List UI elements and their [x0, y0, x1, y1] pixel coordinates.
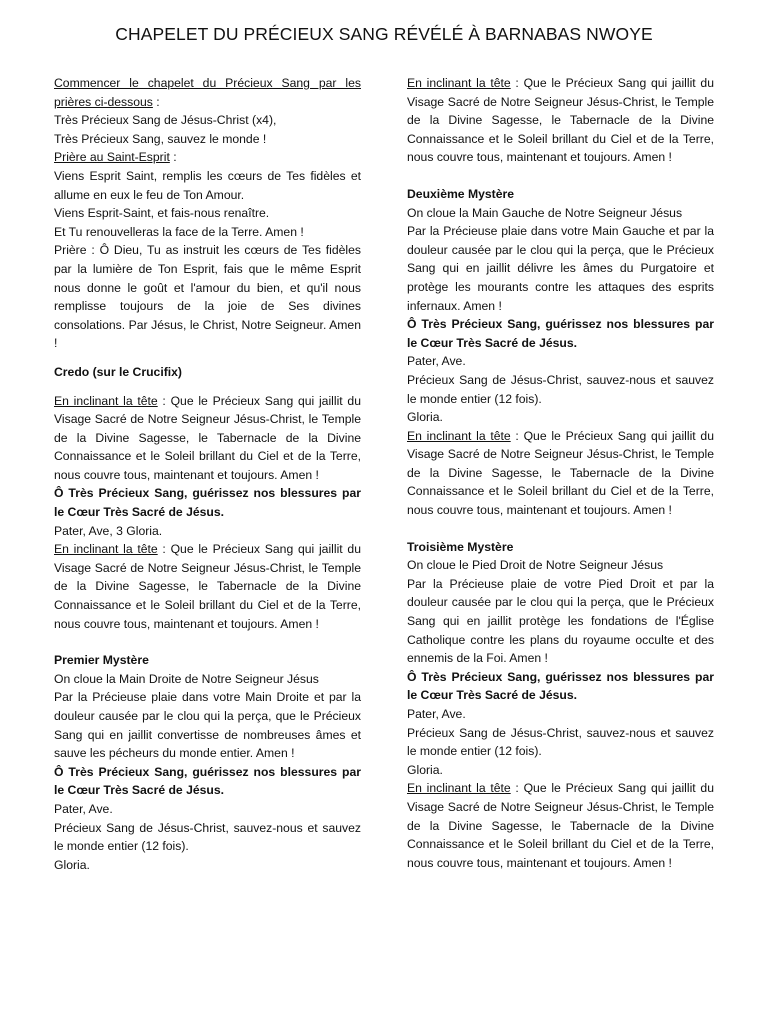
incline-text-1: : Que le Précieux Sang qui jaillit du Visage Sacré de Notre Seigneur Jésus-Christ, le Temple de la Divine Sagesse, le Tabernacle de la Divine Connaissance et le Soleil brillant du Ciel et de la Terre, nous couvre tous, maintenant et toujours. Amen ! — [54, 393, 361, 482]
esprit-paragraph-2: Viens Esprit-Saint, et fais-nous renaître. — [54, 206, 270, 221]
intro-colon: : — [152, 94, 160, 109]
gloria-line-2: Gloria. — [54, 857, 90, 872]
mystere-3-heading: Troisième Mystère — [407, 539, 514, 554]
incline-text-5: : Que le Précieux Sang qui jaillit du Visage Sacré de Notre Seigneur Jésus-Christ, le Temple de la Divine Sagesse, le Tabernacle de la Divine Connaissance et le Soleil brillant du Ciel et de la Terre, nous couvre tous, maintenant et toujours. Amen ! — [407, 781, 714, 870]
esprit-colon: : — [169, 150, 177, 165]
sauvez-line-4: Précieux Sang de Jésus-Christ, sauvez-nous et sauvez le monde entier (12 fois). — [407, 725, 714, 759]
sauvez-line-2: Précieux Sang de Jésus-Christ, sauvez-nous et sauvez le monde entier (12 fois). — [54, 820, 361, 854]
pater-line-2: Pater, Ave. — [54, 801, 113, 816]
mystere-1-text: Par la Précieuse plaie dans votre Main Droite et par la douleur causée par le clou qui la perça, que le Précieux Sang qui en jaillit convertisse de nombreuses âmes et sauve les pécheurs du monde entier. Amen ! — [54, 690, 361, 761]
intro-line-2: Très Précieux Sang, sauvez le monde ! — [54, 131, 267, 146]
mystere-3-subheading: On cloue le Pied Droit de Notre Seigneur Jésus — [407, 558, 664, 573]
incline-text-4: : Que le Précieux Sang qui jaillit du Visage Sacré de Notre Seigneur Jésus-Christ, le Temple de la Divine Sagesse, le Tabernacle de la Divine Connaissance et le Soleil brillant du Ciel et de la Terre, nous couvre tous, maintenant et toujours. Amen ! — [407, 428, 714, 518]
incline-paragraph-1 — [54, 392, 361, 485]
esprit-paragraph-3: Et Tu renouvelleras la face de la Terre. Amen ! — [54, 224, 304, 239]
guerissez-line-4: Ô Très Précieux Sang, guérissez nos blessures par le Cœur Très Sacré de Jésus. — [407, 669, 714, 703]
guerissez-line-1: Ô Très Précieux Sang, guérissez nos blessures par le Cœur Très Sacré de Jésus. — [54, 486, 361, 520]
mystere-2-subheading: On cloue la Main Gauche de Notre Seigneur Jésus — [407, 205, 683, 220]
mystere-3-text: Par la Précieuse plaie de votre Pied Droit et par la douleur causée par le clou qui la perça, que le Précieux Sang qui en jaillit protège les fondations de l'Église Catholique contre les plans du royaume occulte et des ennemis de la Foi. Amen ! — [407, 576, 714, 666]
gloria-line-4: Gloria. — [407, 762, 443, 777]
incline-paragraph-3 — [407, 74, 714, 167]
mystere-1-heading: Premier Mystère — [54, 653, 149, 668]
mystere-1-subheading: On cloue la Main Droite de Notre Seigneur Jésus — [54, 671, 319, 686]
esprit-paragraph-1: Viens Esprit Saint, remplis les cœurs de Tes fidèles et allume en eux le feu de Ton Amour. — [54, 168, 361, 202]
esprit-heading: Prière au Saint-Esprit — [54, 150, 170, 165]
mystere-2-heading: Deuxième Mystère — [407, 186, 515, 201]
priere-paragraph — [54, 241, 361, 353]
priere-label: Prière — [54, 243, 87, 258]
incline-text-3: : Que le Précieux Sang qui jaillit du Visage Sacré de Notre Seigneur Jésus-Christ, le Temple de la Divine Sagesse, le Tabernacle de la Divine Connaissance et le Soleil brillant du Ciel et de la Terre, nous couvre tous, maintenant et toujours. Amen ! — [407, 76, 714, 165]
incline-label-4: En inclinant la tête — [407, 428, 511, 443]
pater-line-1: Pater, Ave, 3 Gloria. — [54, 523, 163, 538]
left-column — [54, 74, 361, 874]
incline-text-2: : Que le Précieux Sang qui jaillit du Visage Sacré de Notre Seigneur Jésus-Christ, le Temple de la Divine Sagesse, le Tabernacle de la Divine Connaissance et le Soleil brillant du Ciel et de la Terre, nous couvre tous, maintenant et toujours. Amen ! — [54, 542, 361, 631]
guerissez-line-2: Ô Très Précieux Sang, guérissez nos blessures par le Cœur Très Sacré de Jésus. — [54, 764, 361, 798]
incline-paragraph-4 — [407, 427, 714, 520]
incline-label-3: En inclinant la tête — [407, 76, 511, 90]
right-column — [407, 74, 714, 872]
guerissez-line-3: Ô Très Précieux Sang, guérissez nos blessures par le Cœur Très Sacré de Jésus. — [407, 317, 714, 350]
incline-paragraph-2 — [54, 540, 361, 633]
pater-line-4: Pater, Ave. — [407, 707, 466, 721]
incline-label-1: En inclinant la tête — [54, 393, 158, 408]
pater-line-3: Pater, Ave. — [407, 354, 466, 369]
page-title: CHAPELET DU PRÉCIEUX SANG RÉVÉLÉ À BARNABAS NWOYE — [115, 24, 653, 44]
incline-paragraph-5 — [407, 779, 714, 872]
priere-text: : Ô Dieu, Tu as instruit les cœurs de Tes fidèles par la lumière de Ton Esprit, fais que le même Esprit nous donne le goût et l'amour du bien, et qu'il nous remplisse toujours de la joie de Ses divines consolations. Par Jésus, le Christ, Notre Seigneur. Amen ! — [54, 243, 361, 351]
credo-heading: Credo (sur le Crucifix) — [54, 364, 182, 379]
intro-paragraph — [54, 74, 361, 111]
gloria-line-3: Gloria. — [407, 410, 443, 425]
intro-line-1: Très Précieux Sang de Jésus-Christ (x4), — [54, 113, 277, 128]
incline-label-2: En inclinant la tête — [54, 542, 158, 557]
intro-heading: Commencer le chapelet du Précieux Sang par les prières ci-dessous — [54, 76, 361, 109]
incline-label-5: En inclinant la tête — [407, 781, 511, 796]
mystere-2-text: Par la Précieuse plaie dans votre Main Gauche et par la douleur causée par le clou qui la perça, que le Précieux Sang qui en jaillit délivre les âmes du Purgatoire et protège les mourants contre les attaques des esprits infernaux. Amen ! — [407, 224, 714, 313]
esprit-heading-line — [54, 148, 361, 167]
sauvez-line-3: Précieux Sang de Jésus-Christ, sauvez-nous et sauvez le monde entier (12 fois). — [407, 372, 714, 406]
